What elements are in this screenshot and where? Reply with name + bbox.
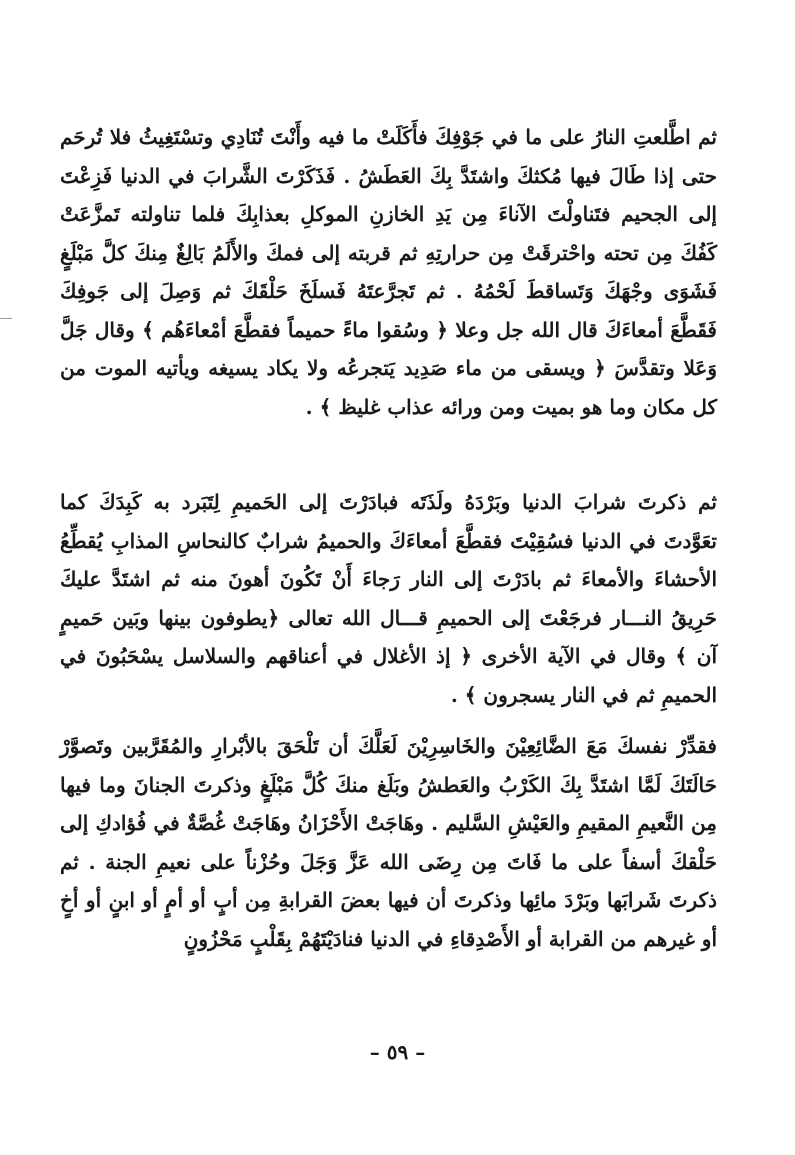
paragraph-regret-and-longing: فقدِّرْ نفسكَ مَعَ الضَّائِعِيْنَ والخَاسِرِيْنَ لَعَلَّكَ أن تَلْحَقَ بالأبْرارِ والمُقَرَّبين وتَصوَّرْ حَالَتَكَ لَمَّا اشتَدَّ بِكَ الكَرْبُ والعَطشُ وبَلَغ منكَ كُلَّ مَبْلَغٍ وذكرتَ الجنانَ وما فيها مِن النَّعيمِ المقيمِ والعَيْشِ السَّليم . وهَاجَتْ الأَحْزَانُ وهَاجَتْ غُصَّةٌ في فُؤادكِ إلى حَلْقكَ أسفاً على ما فَاتَ مِن رِضَى الله عَزَّ وَجَلَ وحُزْناً على نعيمِ الجنة . ثم ذكرتَ شَرابَها وبَرْدَ مائِها وذكرتَ أن فيها بعضَ القرابةِ مِن أبٍ أو أمٍ أو ابنٍ أو أخٍ أو غيرهم من القرابة أو الأَصْدِقاءِ في الدنيا فنادَيْتَهُمْ بِقَلْبٍ مَحْزُونٍ [60,734,717,951]
page-number: – ٥٩ – [369,1040,426,1064]
scan-margin-mark [0,318,12,319]
paragraph-boiling-water: ثم ذكرتَ شرابَ الدنيا وبَرْدَهُ ولَذَتَه فبادَرْتَ إلى الحَميمِ لِتَبَرد به كَبِدَكَ كما تعَوَّدتَ في الدنيا فسُقِيْتَ فقطَّعَ أمعاءَكَ والحميمُ شرابٌ كالنحاسِ المذابِ يُقطِّعُ الأحشاءَ والأمعاءَ ثم بادَرْتَ إلى النار رَجاءَ أَنْ تَكُونَ أهونَ منه ثم اشتَدَّ عليكَ حَرِيقُ النـــار فرجَعْتَ إلى الحميمِ قـــال الله تعالى ﴿يطوفون بينها وبَين حَميمٍ آن ﴾ وقال في الآية الأخرى ﴿ إذ الأغلال في أعناقهم والسلاسل يسْحَبُونَ في الحميمِ ثم في النار يسجرون ﴾ . [60,490,717,707]
paragraph-fire-and-drink: ثم اطَّلعتِ النارُ على ما في جَوْفِكَ فأَكَلَتْ ما فيه وأَنْتَ تُنَادِي وتسْتَغِيثُ فلا تُرحَم حتى إذا طَالَ فيها مُكثكَ واشتَدَّ بِكَ العَطَشُ . فَذَكَرْتَ الشَّرابَ في الدنيا فَزِعْتَ إلى الجحيم فتَناولْتَ الآناءَ مِن يَدِ الخازنِ الموكلِ بعذابِكَ فلما تناولته تَمزَّعَتْ كَفُكَ مِن تحته واحْترقَتْ مِن حرارتِهِ ثم قربته إلى فمكَ والأَلَمُ بَالِغٌ مِنكَ كلَّ مَبْلَغٍ فَشَوَى وجْهَكَ وَتَساقطَ لَحْمُهُ . ثم تَجرَّعتَهُ فَسلَخَ حَلْقَكَ ثم وَصِلَ إلى جَوفِكَ فَقَطَّعَ أمعاءَكَ قال الله جل وعلا ﴿ وسُقوا ماءً حميماً فقطَّعَ أمْعاءَهُم ﴾ وقال جَلَّ وَعَلا وتقدَّسَ ﴿ ويسقى من ماء صَدِيد يَتجرعُه ولا يكاد يسيغه ويأتيه الموت من كل مكان وما هو بميت ومن ورائه عذاب غليظ ﴾ . [60,125,717,419]
